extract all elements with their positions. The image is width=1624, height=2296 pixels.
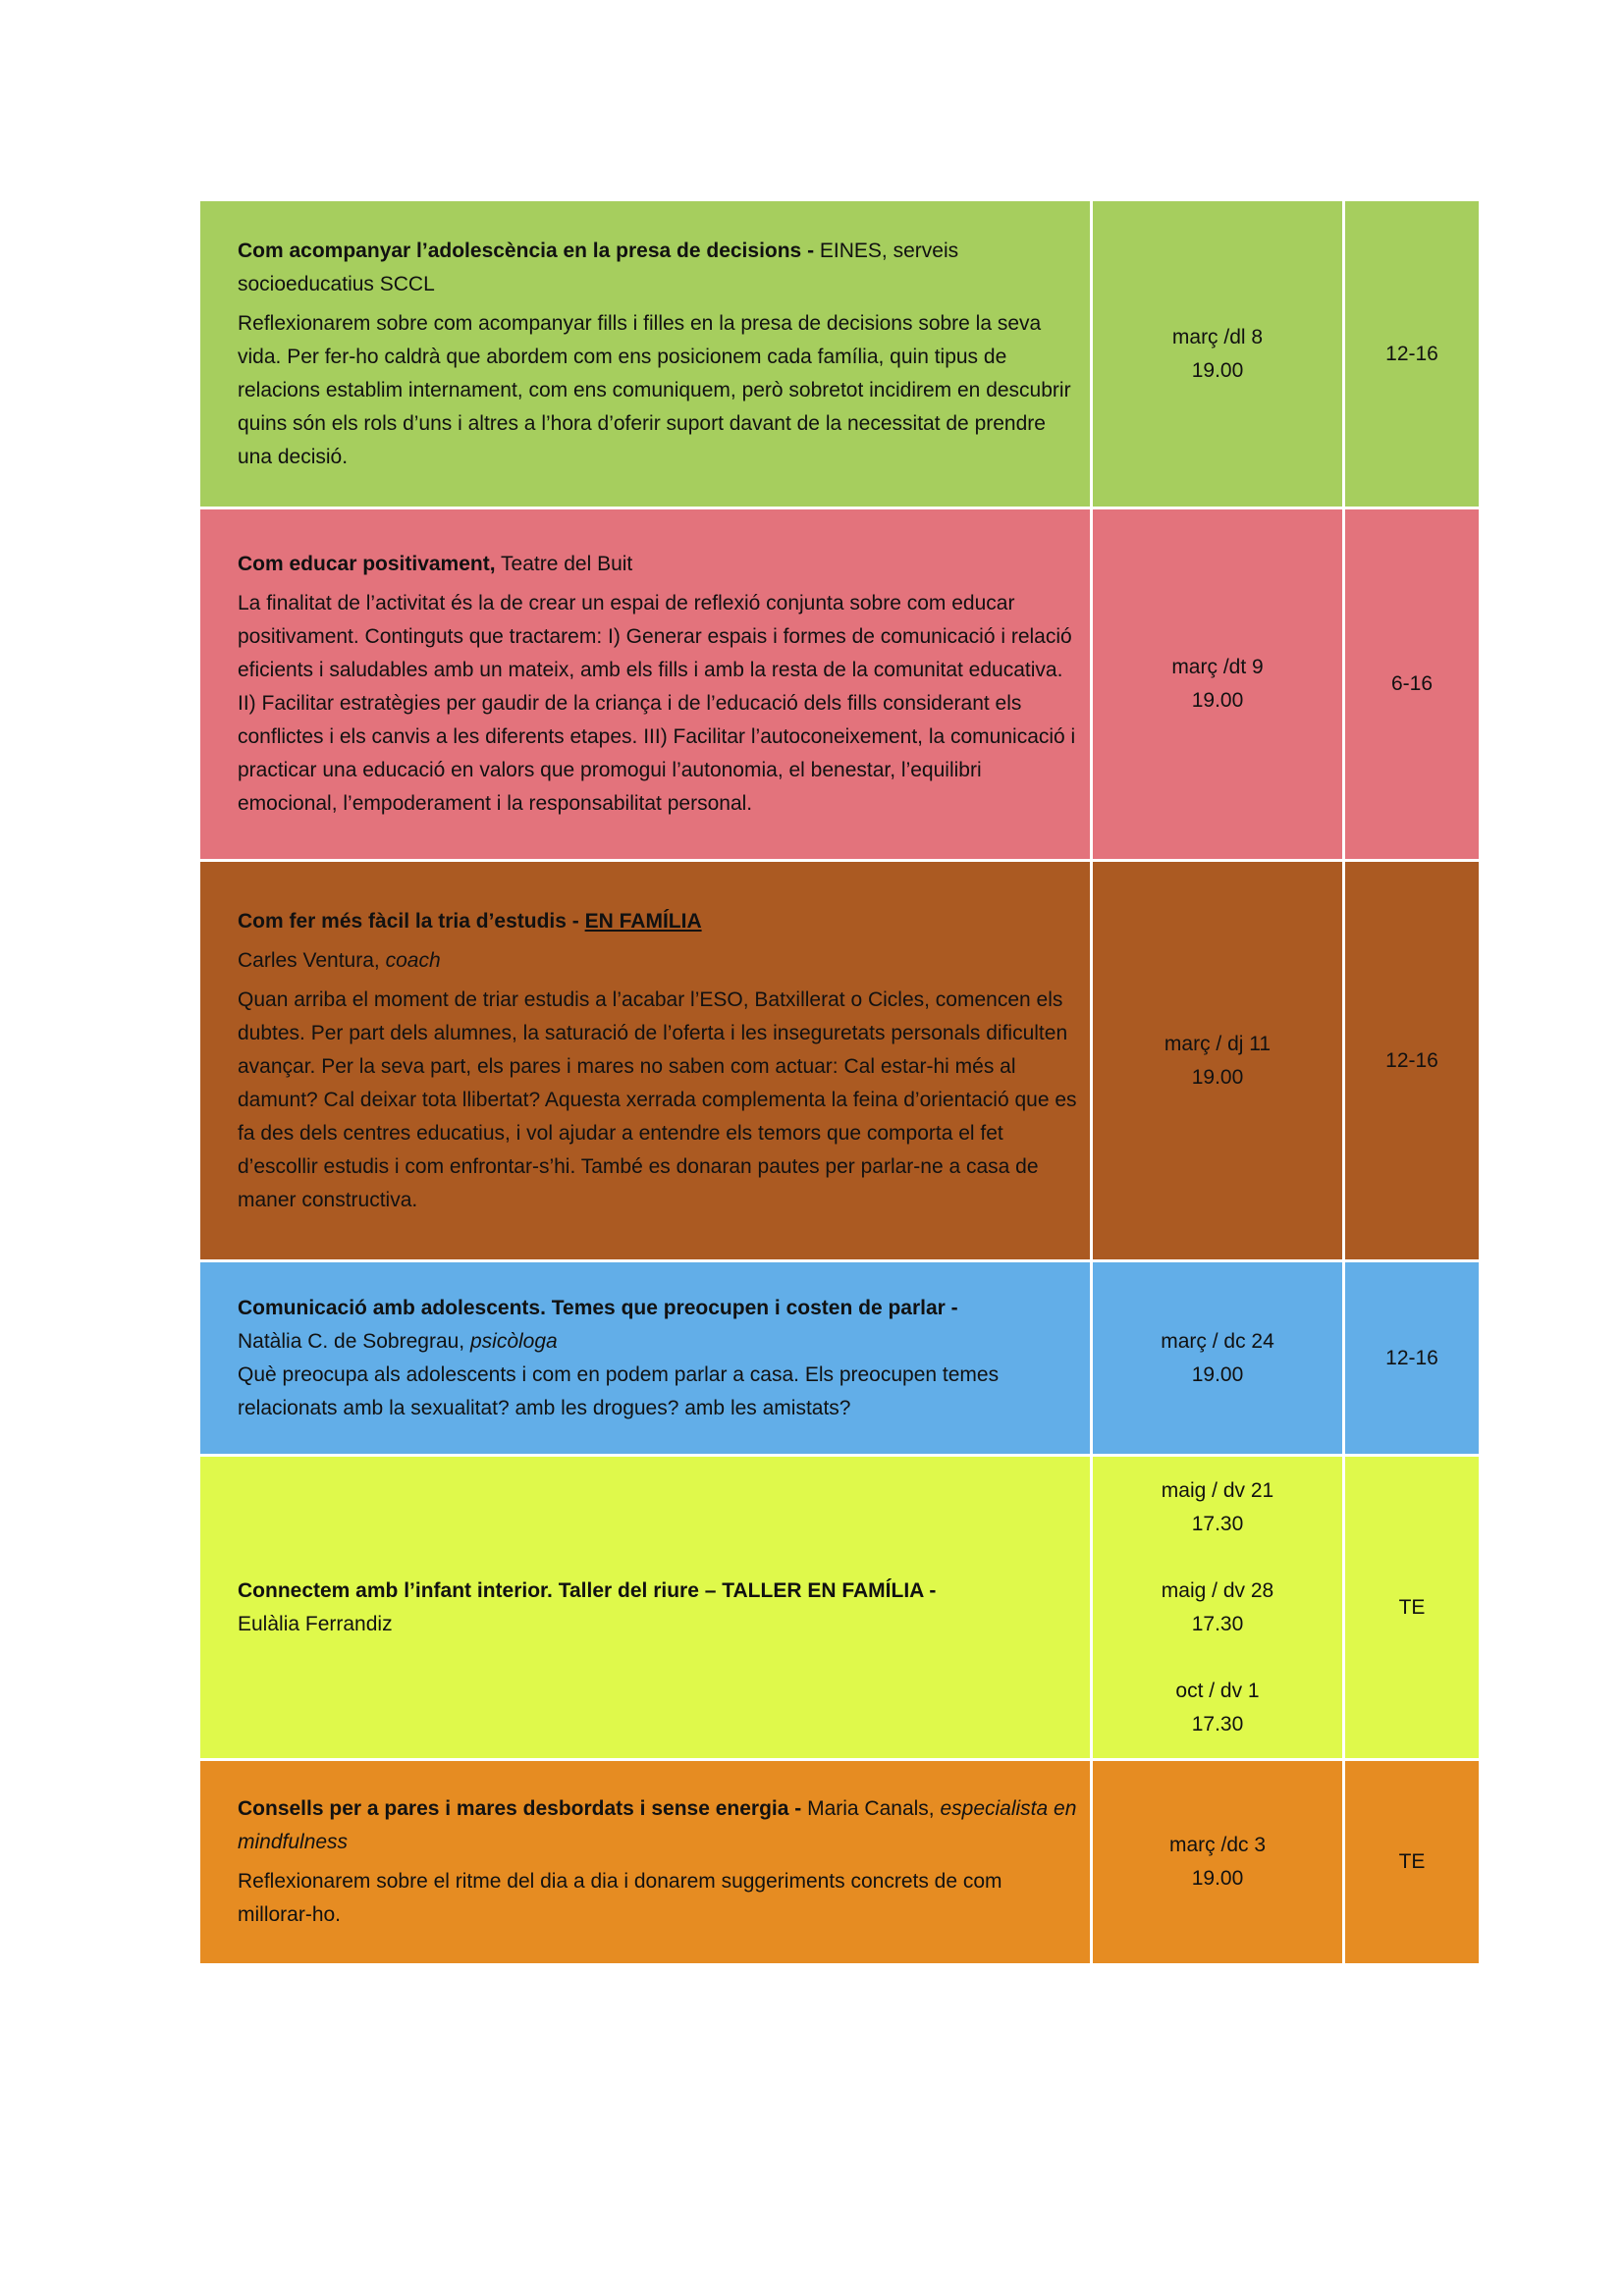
activity-title-link[interactable]: EN FAMÍLIA xyxy=(584,909,702,933)
activity-description: Quan arriba el moment de triar estudis a l’acabar l’ESO, Batxillerat o Cicles, comencen els dubtes. Per part dels alumnes, la saturació de l’oferta i les inseguretats personals dificulten avançar. Per la seva part, els pares i mares no saben com actuar: Cal estar-hi més al damunt? Cal deixar tota llibertat? Aquesta xerrada complementa la feina d’orientació que es fa des dels centres educatius, i vol ajudar a entendre els temors que comporta el fet d’escollir estudis i com enfrontar-s’hi. També es donaran pautes per parlar-ne a casa de maner constructiva. xyxy=(238,988,1077,1211)
activity-description-cell xyxy=(200,1457,1093,1761)
activity-title: Connectem amb l’infant interior. Taller del riure – TALLER EN FAMÍLIA - xyxy=(238,1578,937,1602)
activity-ages-cell xyxy=(1345,1262,1479,1457)
activity-description: Què preocupa als adolescents i com en podem parlar a casa. Els preocupen temes relacionats amb la sexualitat? amb les drogues? amb les amistats? xyxy=(238,1362,1000,1419)
activity-date: maig / dv 28 xyxy=(1161,1578,1274,1602)
activity-description-cell xyxy=(200,862,1093,1262)
activity-date-cell xyxy=(1093,509,1345,862)
activity-ages: 12-16 xyxy=(1385,342,1438,365)
activity-speaker: Eulàlia Ferrandiz xyxy=(238,1612,393,1635)
activity-time: 17.30 xyxy=(1191,1512,1244,1535)
activity-time: 17.30 xyxy=(1191,1712,1244,1735)
activity-date-cell xyxy=(1093,201,1345,509)
activity-date: març / dj 11 xyxy=(1164,1032,1272,1055)
activity-description-cell xyxy=(200,509,1093,862)
activity-ages-cell xyxy=(1345,1457,1479,1761)
activity-date: maig / dv 21 xyxy=(1161,1478,1274,1502)
activity-title: Consells per a pares i mares desbordats i sense energia - xyxy=(238,1797,802,1820)
activity-date: març /dl 8 xyxy=(1171,325,1264,348)
activity-title: Com educar positivament, xyxy=(238,553,496,575)
activity-ages: 6-16 xyxy=(1390,672,1434,695)
activity-speaker: Natàlia C. de Sobregrau, xyxy=(238,1329,470,1353)
activity-title: Com acompanyar l’adolescència en la presa de decisions - xyxy=(238,239,815,262)
activity-ages: TE xyxy=(1398,1595,1426,1619)
activity-organizer: EINES, serveis socioeducatius SCCL xyxy=(238,239,959,295)
activity-date-cell xyxy=(1093,1262,1345,1457)
activity-date: març /dc 3 xyxy=(1168,1834,1267,1856)
activity-ages: 12-16 xyxy=(1385,1346,1438,1369)
activity-time: 19.00 xyxy=(1191,358,1244,382)
activity-ages-cell xyxy=(1345,201,1479,509)
activity-speaker-role: coach xyxy=(385,948,441,972)
activity-description: Reflexionarem sobre el ritme del dia a dia i donarem suggeriments concrets de com millorar-ho. xyxy=(238,1870,1002,1926)
activity-date: març /dt 9 xyxy=(1171,656,1264,678)
activity-date-cell xyxy=(1093,1761,1345,1963)
activity-title: Com fer més fàcil la tria d’estudis - xyxy=(238,909,585,933)
activity-ages-cell xyxy=(1345,1761,1479,1963)
activity-organizer: Maria Canals, xyxy=(801,1797,941,1820)
activity-organizer: Teatre del Buit xyxy=(495,553,633,575)
activity-title: Comunicació amb adolescents. Temes que preocupen i costen de parlar - xyxy=(238,1296,958,1319)
activity-description-cell xyxy=(200,1262,1093,1457)
activity-speaker-role: psicòloga xyxy=(469,1329,558,1353)
activity-time: 17.30 xyxy=(1191,1612,1244,1635)
activities-table xyxy=(200,201,1479,1963)
activity-date-cell xyxy=(1093,862,1345,1262)
activity-ages-cell xyxy=(1345,509,1479,862)
activity-time: 19.00 xyxy=(1191,1065,1244,1089)
activity-description: La finalitat de l’activitat és la de crear un espai de reflexió conjunta sobre com educar positivament. Continguts que tractarem: I) Generar espais i formes de comunicació i relació eficients i saludables amb un mateix, amb els fills i amb la resta de la comunitat educativa. II) Facilitar estratègies per gaudir de la criança i de l’educació dels fills considerant els conflictes i els canvis a les diferents etapes. III) Facilitar l’autoconeixement, la comunicació i practicar una educació en valors que promogui l’autonomia, el benestar, l’equilibri emocional, l’empoderament i la responsabilitat personal. xyxy=(238,592,1076,815)
activity-date: març / dc 24 xyxy=(1161,1329,1274,1353)
activity-ages-cell xyxy=(1345,862,1479,1262)
activity-time: 19.00 xyxy=(1191,1362,1244,1386)
activity-speaker-role: especialista en mindfulness xyxy=(238,1797,1077,1853)
activity-ages: 12-16 xyxy=(1385,1048,1438,1072)
activity-description-cell xyxy=(200,1761,1093,1963)
activity-date: oct / dv 1 xyxy=(1175,1679,1260,1702)
activity-description: Reflexionarem sobre com acompanyar fills i filles en la presa de decisions sobre la seva vida. Per fer-ho caldrà que abordem com ens posicionem cada família, quin tipus de relacions establim internament, com ens comuniquem, però sobretot incidirem en descubrir quins són els rols d’uns i altres a l’hora d’oferir suport davant de la necessitat de prendre una decisió. xyxy=(238,311,1071,468)
activity-speaker: Carles Ventura, xyxy=(238,948,386,972)
activity-time: 19.00 xyxy=(1191,1867,1244,1890)
activity-date-cell xyxy=(1093,1457,1345,1761)
activity-ages: TE xyxy=(1398,1850,1426,1873)
activity-description-cell xyxy=(200,201,1093,509)
activity-time: 19.00 xyxy=(1191,689,1244,712)
